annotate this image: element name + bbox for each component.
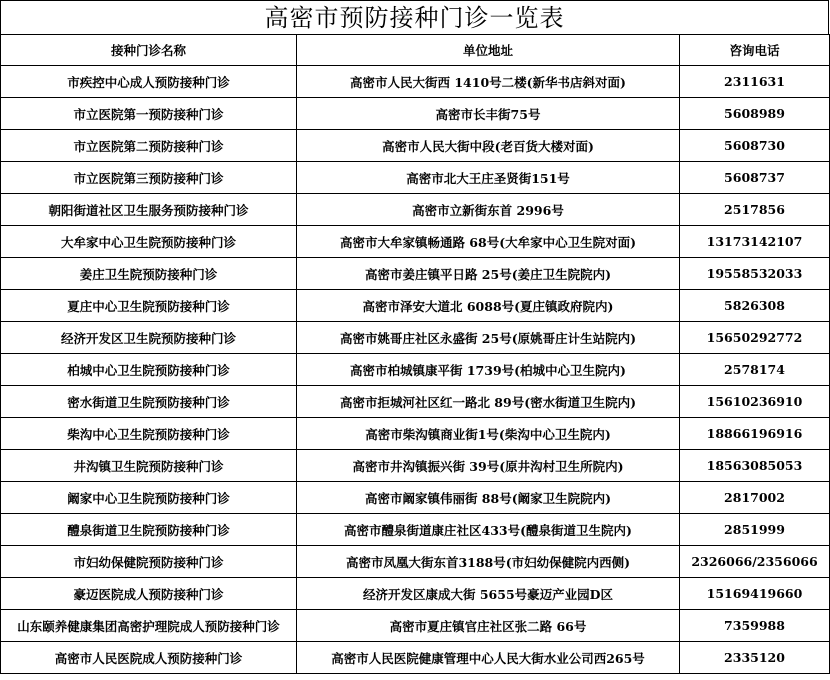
clinic-address: 高密市长丰街75号 — [297, 98, 680, 130]
clinic-phone: 2851999 — [680, 514, 830, 546]
table-row — [1, 418, 830, 450]
clinic-address: 高密市人民大街中段(老百货大楼对面) — [297, 130, 680, 162]
header-row — [1, 35, 830, 66]
clinic-address: 高密市立新街东首 2996号 — [297, 194, 680, 226]
clinic-phone: 18563085053 — [680, 450, 830, 482]
clinic-phone: 13173142107 — [680, 226, 830, 258]
clinic-name: 高密市人民医院成人预防接种门诊 — [1, 642, 297, 674]
clinic-phone: 19558532033 — [680, 258, 830, 290]
header-address: 单位地址 — [297, 35, 680, 66]
clinic-phone: 2817002 — [680, 482, 830, 514]
clinic-phone: 2578174 — [680, 354, 830, 386]
clinic-name: 市立医院第二预防接种门诊 — [1, 130, 297, 162]
clinic-name: 井沟镇卫生院预防接种门诊 — [1, 450, 297, 482]
clinic-address: 高密市阚家镇伟丽街 88号(阚家卫生院院内) — [297, 482, 680, 514]
clinic-address: 高密市夏庄镇官庄社区张二路 66号 — [297, 610, 680, 642]
clinic-address: 高密市井沟镇振兴街 39号(原井沟村卫生所院内) — [297, 450, 680, 482]
table-row — [1, 642, 830, 674]
clinic-phone: 2326066/2356066 — [680, 546, 830, 578]
header-clinic-name: 接种门诊名称 — [1, 35, 297, 66]
sheet-title: 高密市预防接种门诊一览表 — [0, 0, 829, 34]
table-row — [1, 258, 830, 290]
table-row — [1, 386, 830, 418]
table-row — [1, 578, 830, 610]
clinic-name: 醴泉街道卫生院预防接种门诊 — [1, 514, 297, 546]
clinic-name: 山东颐养健康集团高密护理院成人预防接种门诊 — [1, 610, 297, 642]
clinic-phone: 18866196916 — [680, 418, 830, 450]
table-row — [1, 322, 830, 354]
clinic-phone: 7359988 — [680, 610, 830, 642]
clinic-phone: 15610236910 — [680, 386, 830, 418]
clinic-phone: 5826308 — [680, 290, 830, 322]
clinic-address: 高密市醴泉街道康庄社区433号(醴泉街道卫生院内) — [297, 514, 680, 546]
clinic-phone: 5608730 — [680, 130, 830, 162]
table-row — [1, 66, 830, 98]
clinic-name: 市妇幼保健院预防接种门诊 — [1, 546, 297, 578]
table-row — [1, 610, 830, 642]
clinic-address: 高密市人民大街西 1410号二楼(新华书店斜对面) — [297, 66, 680, 98]
table-row — [1, 482, 830, 514]
clinic-name: 柏城中心卫生院预防接种门诊 — [1, 354, 297, 386]
table-row — [1, 450, 830, 482]
clinic-phone: 2335120 — [680, 642, 830, 674]
clinic-name: 夏庄中心卫生院预防接种门诊 — [1, 290, 297, 322]
clinic-name: 姜庄卫生院预防接种门诊 — [1, 258, 297, 290]
clinic-name: 柴沟中心卫生院预防接种门诊 — [1, 418, 297, 450]
clinic-phone: 2517856 — [680, 194, 830, 226]
clinic-name: 密水街道卫生院预防接种门诊 — [1, 386, 297, 418]
clinic-name: 大牟家中心卫生院预防接种门诊 — [1, 226, 297, 258]
clinic-name: 市疾控中心成人预防接种门诊 — [1, 66, 297, 98]
clinic-name: 市立医院第三预防接种门诊 — [1, 162, 297, 194]
clinic-address: 高密市姚哥庄社区永盛街 25号(原姚哥庄计生站院内) — [297, 322, 680, 354]
table-row — [1, 354, 830, 386]
clinic-address: 经济开发区康成大街 5655号豪迈产业园D区 — [297, 578, 680, 610]
table-row — [1, 514, 830, 546]
clinic-name: 经济开发区卫生院预防接种门诊 — [1, 322, 297, 354]
clinic-address: 高密市人民医院健康管理中心人民大街水业公司西265号 — [297, 642, 680, 674]
clinic-phone: 15650292772 — [680, 322, 830, 354]
clinic-address: 高密市拒城河社区红一路北 89号(密水街道卫生院内) — [297, 386, 680, 418]
clinic-phone: 2311631 — [680, 66, 830, 98]
table-row — [1, 290, 830, 322]
clinic-phone: 15169419660 — [680, 578, 830, 610]
clinic-phone: 5608737 — [680, 162, 830, 194]
clinic-name: 豪迈医院成人预防接种门诊 — [1, 578, 297, 610]
clinic-address: 高密市北大王庄圣贤街151号 — [297, 162, 680, 194]
clinic-table — [0, 34, 830, 674]
table-row — [1, 130, 830, 162]
table-row — [1, 98, 830, 130]
clinic-phone: 5608989 — [680, 98, 830, 130]
table-row — [1, 162, 830, 194]
clinic-address: 高密市泽安大道北 6088号(夏庄镇政府院内) — [297, 290, 680, 322]
clinic-address: 高密市柏城镇康平街 1739号(柏城中心卫生院内) — [297, 354, 680, 386]
clinic-name: 阚家中心卫生院预防接种门诊 — [1, 482, 297, 514]
table-row — [1, 194, 830, 226]
clinic-name: 市立医院第一预防接种门诊 — [1, 98, 297, 130]
header-phone: 咨询电话 — [680, 35, 830, 66]
clinic-address: 高密市凤凰大街东首3188号(市妇幼保健院内西侧) — [297, 546, 680, 578]
clinic-name: 朝阳街道社区卫生服务预防接种门诊 — [1, 194, 297, 226]
clinic-address: 高密市大牟家镇畅通路 68号(大牟家中心卫生院对面) — [297, 226, 680, 258]
clinic-address: 高密市柴沟镇商业街1号(柴沟中心卫生院内) — [297, 418, 680, 450]
table-row — [1, 226, 830, 258]
clinic-address: 高密市姜庄镇平日路 25号(姜庄卫生院院内) — [297, 258, 680, 290]
table-row — [1, 546, 830, 578]
